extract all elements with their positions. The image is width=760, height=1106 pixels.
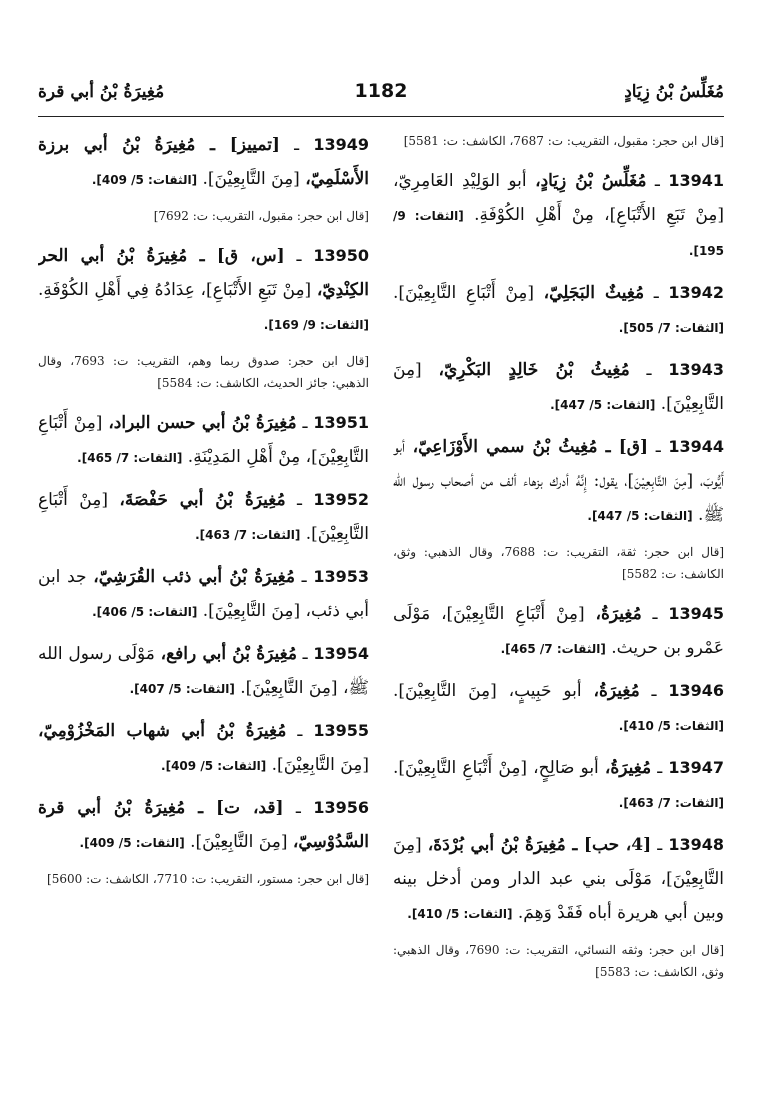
entry-ref: [الثقات: 7/ 463]. xyxy=(618,796,724,810)
entry-ref: [الثقات: 7/ 465]. xyxy=(500,642,606,656)
entry-name: [قد، ت] ـ مُغِيرَةُ بْنُ أبي قرة السَّدُوْسِيّ، xyxy=(38,798,369,852)
entry-number: 13956 xyxy=(313,798,369,817)
entry-name: مُغِيرَةُ، xyxy=(604,758,652,778)
entry-name: مُغِيرَةُ بْنُ أبي حَفْصَةَ، xyxy=(119,490,286,510)
entry-name: [تمييز] ـ مُغِيرَةُ بْنُ أبي برزة الأَسْلَمِيّ، xyxy=(38,135,369,189)
entry-13946: 13946 ـ مُغِيرَةُ، أبو حَبِيبٍ، [مِنَ التَّابِعِيْنَ]. [الثقات: 5/ 410]. xyxy=(393,681,724,733)
entry-ref: [الثقات: 7/ 463]. xyxy=(195,528,301,542)
entry-body: [مِنَ التَّابِعِيْنَ]. xyxy=(190,832,288,852)
entry-note: [قال ابن حجر: وثقه النسائي، التقريب: ت: 7690، وقال الذهبي: وثق، الكاشف: ت: 5583] xyxy=(393,943,724,979)
entry-name: [س، ق] ـ مُغِيرَةُ بْنُ أبي الحر الكِنْدِيّ، xyxy=(38,246,369,300)
entry-body: أبو حَبِيبٍ، [مِنَ التَّابِعِيْنَ]. xyxy=(393,681,582,701)
entry-note: [قال ابن حجر: ثقة، التقريب: ت: 7688، وقال الذهبي: وثق، الكاشف: ت: 5582] xyxy=(393,545,724,581)
header-left-title: مُغِيرَةُ بْنُ أبي قرة xyxy=(38,82,165,102)
entry-body: [مِنْ تَبَعِ الأَتْبَاعِ]، عِدَادُهُ فِي أَهْلِ الكُوْفَةِ. xyxy=(38,280,312,300)
entry-13952: 13952 ـ مُغِيرَةُ بْنُ أبي حَفْصَةَ، [مِنْ أَتْبَاعِ التَّابِعِيْنَ]. [الثقات: 7/ 463]. xyxy=(38,490,369,544)
entry-ref: [الثقات: 5/ 447]. xyxy=(550,398,656,412)
entry-number: 13944 xyxy=(668,437,724,456)
header-right-title: مُغَلِّسُ بْنُ زِيَادٍ xyxy=(624,82,724,102)
entry-body: [مِنْ أَتْبَاعِ التَّابِعِيْنَ]، مِنْ أَهْلِ المَدِيْنَةِ. xyxy=(38,413,369,467)
entry-name: [4، حب] ـ مُغِيرَةُ بْنُ أبي بُرْدَةَ، xyxy=(427,835,652,855)
entry-body: أبو صَالِحٍ، [مِنْ أَتْبَاعِ التَّابِعِيْنَ]. xyxy=(393,758,599,778)
entry-13953: 13953 ـ مُغِيرَةُ بْنُ أبي ذئب القُرَشِيّ، جد ابن أبي ذئب، [مِنَ التَّابِعِيْنَ]. [الثقات: 5/ 406]. xyxy=(38,567,369,621)
entry-name: مُغِيرَةُ، xyxy=(595,604,642,624)
entry-ref: [الثقات: 7/ 505]. xyxy=(618,321,724,335)
header-rule xyxy=(38,116,724,117)
entry-body: [مِنَ التَّابِعِيْنَ]. xyxy=(271,755,369,775)
entry-number: 13943 xyxy=(668,360,724,379)
entry-number: 13952 xyxy=(313,490,369,509)
entry-13947: 13947 ـ مُغِيرَةُ، أبو صَالِحٍ، [مِنْ أَتْبَاعِ التَّابِعِيْنَ]. [الثقات: 7/ 463]. xyxy=(393,758,724,810)
entry-number: 13941 xyxy=(668,171,724,190)
page-number: 1182 xyxy=(354,80,408,102)
entry-number: 13951 xyxy=(313,413,369,432)
entry-body: [مِنَ التَّابِعِيْنَ]، مَوْلَى بني عبد الدار ومن أدخل بينه وبين أبي هريرة أباه فَقَدْ وَهِمَ. xyxy=(393,835,724,923)
entry-number: 13947 xyxy=(668,758,724,777)
right-column xyxy=(393,128,724,1046)
entry-13955: 13955 ـ مُغِيرَةُ بْنُ أبي شهاب المَخْزُوْمِيّ، [مِنَ التَّابِعِيْنَ]. [الثقات: 5/ 409]. xyxy=(38,721,369,775)
entry-ref: [الثقات: 5/ 409]. xyxy=(161,759,267,773)
entry-number: 13950 xyxy=(313,246,369,265)
entry-ref: [الثقات: 5/ 447]. xyxy=(587,509,693,523)
entry-body: [مِنْ أَتْبَاعِ التَّابِعِيْنَ]. xyxy=(38,490,369,544)
entry-13949: 13949 ـ [تمييز] ـ مُغِيرَةُ بْنُ أبي برزة الأَسْلَمِيّ، [مِنَ التَّابِعِيْنَ]. [الثقات: 5/ 409]. xyxy=(38,135,369,189)
entry-note: [قال ابن حجر: مستور، التقريب: ت: 7710، الكاشف: ت: 5600] xyxy=(47,872,369,886)
entry-ref: [الثقات: 9/ 195]. xyxy=(393,209,724,258)
entry-name: مُغِيرَةُ بْنُ أبي رافع، xyxy=(160,644,297,664)
entry-number: 13955 xyxy=(313,721,369,740)
entry-ref: [الثقات: 5/ 407]. xyxy=(129,682,235,696)
entry-body: أبو الوَلِيْدِ العَامِرِيّ، [مِنْ تَبَعِ الأَتْبَاعِ]، مِنْ أَهْلِ الكُوْفَةِ. xyxy=(393,171,724,225)
entry-body: [مِنْ أَتْبَاعِ التَّابِعِيْنَ]، مَوْلَى عَمْرو بن حريث. xyxy=(393,604,724,658)
entry-name: مُغِيرَةُ بْنُ أبي شهاب المَخْزُوْمِيّ، xyxy=(38,721,287,741)
entry-name: مُغِيرَةُ، xyxy=(593,681,640,701)
entry-13945: 13945 ـ مُغِيرَةُ، [مِنْ أَتْبَاعِ التَّابِعِيْنَ]، مَوْلَى عَمْرو بن حريث. [الثقات: 7/ 465]. xyxy=(393,604,724,658)
entry-13950: 13950 ـ [س، ق] ـ مُغِيرَةُ بْنُ أبي الحر الكِنْدِيّ، [مِنْ تَبَعِ الأَتْبَاعِ]، عِدَادُهُ فِي أَهْلِ الكُوْفَةِ. [الثقات: 9/ 169]. xyxy=(38,246,369,332)
entry-number: 13954 xyxy=(313,644,369,663)
entry-13941: 13941 ـ مُغَلِّسُ بْنُ زِيَادٍ، أبو الوَلِيْدِ العَامِرِيّ، [مِنْ تَبَعِ الأَتْبَاعِ]، مِنْ أَهْلِ الكُوْفَةِ. [الثقات: 9/ 195]. xyxy=(393,171,724,258)
entry-name: مُغِيرَةُ بْنُ أبي ذئب القُرَشِيّ، xyxy=(93,567,295,587)
entry-13956: 13956 ـ [قد، ت] ـ مُغِيرَةُ بْنُ أبي قرة السَّدُوْسِيّ، [مِنَ التَّابِعِيْنَ]. [الثقات: 5/ 409]. xyxy=(38,798,369,852)
entry-number: 13949 xyxy=(313,135,369,154)
entry-ref: [الثقات: 5/ 406]. xyxy=(92,605,198,619)
entry-13948: 13948 ـ [4، حب] ـ مُغِيرَةُ بْنُ أبي بُرْدَةَ، [مِنَ التَّابِعِيْنَ]، مَوْلَى بني عبد الدار ومن أدخل بينه وبين أبي هريرة أباه فَقَدْ وَهِمَ. [الثقات: 5/ 410]. xyxy=(393,835,724,923)
entry-13951: 13951 ـ مُغِيرَةُ بْنُ أبي حسن البراد، [مِنْ أَتْبَاعِ التَّابِعِيْنَ]، مِنْ أَهْلِ المَدِيْنَةِ. [الثقات: 7/ 465]. xyxy=(38,413,369,467)
entry-name: [ق] ـ مُغِيثُ بْنُ سمي الأَوْزَاعِيّ، xyxy=(412,437,649,457)
entry-ref: [الثقات: 7/ 465]. xyxy=(77,451,183,465)
entry-note: [قال ابن حجر: صدوق ربما وهم، التقريب: ت: 7693، وقال الذهبي: جائز الحديث، الكاشف: ت: 5584] xyxy=(38,354,369,390)
entry-name: مُغِيثُ بْنُ خَالِدٍ البَكْرِيّ، xyxy=(438,360,630,380)
lead-note: [قال ابن حجر: مقبول، التقريب: ت: 7687، الكاشف: ت: 5581] xyxy=(403,134,724,148)
entry-ref: [الثقات: 5/ 409]. xyxy=(91,173,198,187)
entry-note: [قال ابن حجر: مقبول، التقريب: ت: 7692] xyxy=(153,209,369,223)
entry-body: مَوْلَى رسول الله ﷺ، [مِنَ التَّابِعِيْنَ]. xyxy=(38,644,369,698)
entry-name: مُغِيرَةُ بْنُ أبي حسن البراد، xyxy=(108,413,297,433)
entry-ref: [الثقات: 5/ 410]. xyxy=(618,719,724,733)
entry-13944: 13944 ـ [ق] ـ مُغِيثُ بْنُ سمي الأَوْزَاعِيّ، أبو أَيُّوبَ، [مِنَ التَّابِعِيْنَ]، يقول: إِنَّهُ أدرك بزهاء ألف من أصحاب رسول الله ﷺ. [الثقات: 5/ 447]. xyxy=(393,437,724,525)
entry-body: جد ابن أبي ذئب، [مِنَ التَّابِعِيْنَ]. xyxy=(38,567,369,621)
entry-13942: 13942 ـ مُغِيثٌ البَجَلِيّ، [مِنْ أَتْبَاعِ التَّابِعِيْنَ]. [الثقات: 7/ 505]. xyxy=(393,283,724,335)
entry-number: 13953 xyxy=(313,567,369,586)
running-header xyxy=(38,78,724,108)
entry-body: [مِنَ التَّابِعِيْنَ]. xyxy=(393,360,724,414)
entry-13954: 13954 ـ مُغِيرَةُ بْنُ أبي رافع، مَوْلَى رسول الله ﷺ، [مِنَ التَّابِعِيْنَ]. [الثقات: 5/ 407]. xyxy=(38,644,369,698)
text-columns xyxy=(38,128,724,1046)
entry-body: [مِنَ التَّابِعِيْنَ]. xyxy=(202,169,300,189)
entry-body: [مِنْ أَتْبَاعِ التَّابِعِيْنَ]. xyxy=(393,283,535,303)
entry-body: أبو أَيُّوبَ، [مِنَ التَّابِعِيْنَ]، يقول: إِنَّهُ أدرك بزهاء ألف من أصحاب رسول الله ﷺ. xyxy=(393,437,724,525)
entry-ref: [الثقات: 5/ 410]. xyxy=(407,907,513,921)
entry-name: مُغَلِّسُ بْنُ زِيَادٍ، xyxy=(535,171,647,191)
entry-ref: [الثقات: 5/ 409]. xyxy=(79,836,185,850)
entry-number: 13945 xyxy=(668,604,724,623)
entry-name: مُغِيثٌ البَجَلِيّ، xyxy=(543,283,645,303)
entry-number: 13942 xyxy=(668,283,724,302)
entry-ref: [الثقات: 9/ 169]. xyxy=(263,318,369,332)
entry-number: 13948 xyxy=(668,835,724,854)
entry-number: 13946 xyxy=(668,681,724,700)
entry-13943: 13943 ـ مُغِيثُ بْنُ خَالِدٍ البَكْرِيّ، [مِنَ التَّابِعِيْنَ]. [الثقات: 5/ 447]. xyxy=(393,360,724,414)
left-column xyxy=(38,128,369,1046)
